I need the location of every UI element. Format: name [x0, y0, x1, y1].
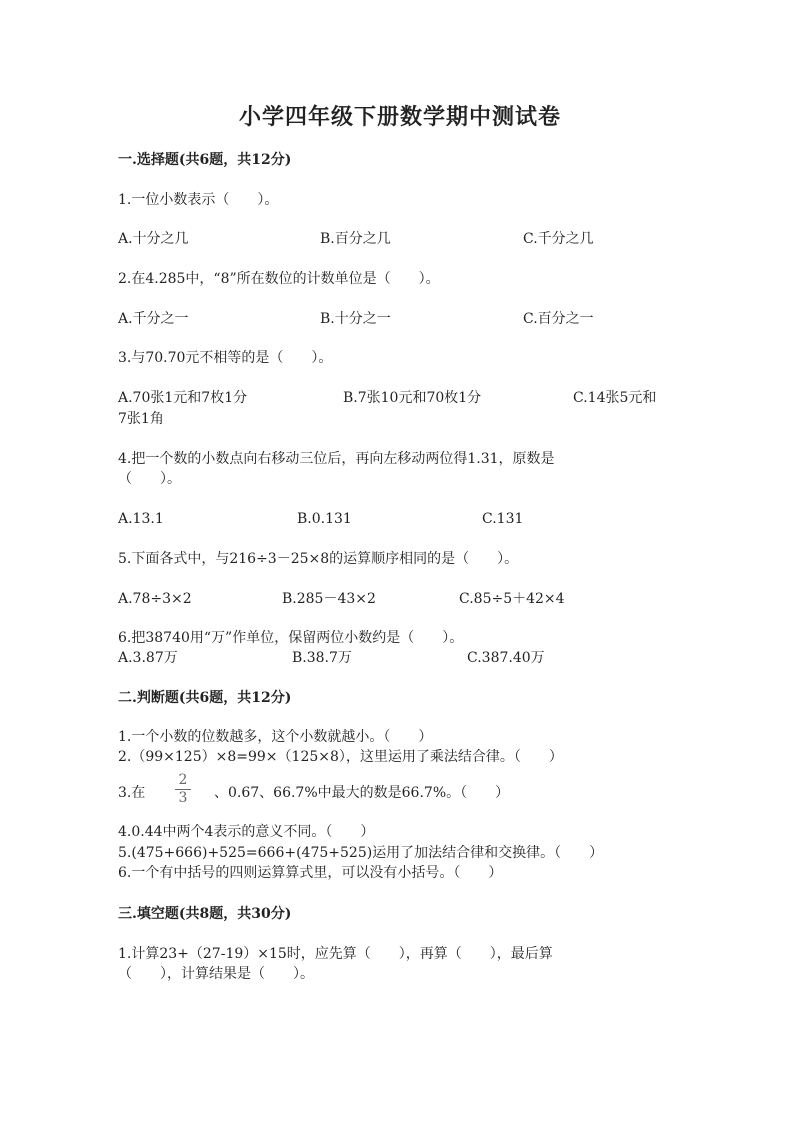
- option-c: C.百分之一: [523, 311, 594, 327]
- question-text: 1.一位小数表示（ ）。: [118, 192, 279, 208]
- option-a: A.78÷3×2: [118, 591, 192, 607]
- judgment-item-prefix: 3.在: [118, 785, 146, 801]
- fraction-numerator: 2: [178, 772, 188, 788]
- page-title: 小学四年级下册数学期中测试卷: [238, 104, 561, 130]
- option-b: B.百分之几: [320, 231, 391, 247]
- option-c: C.131: [482, 511, 524, 527]
- option-a: A.千分之一: [118, 311, 189, 327]
- option-a: A.13.1: [118, 511, 164, 527]
- option-b: B.十分之一: [320, 311, 391, 327]
- option-a: A.3.87万: [118, 650, 178, 666]
- question-text: 2.在4.285中，“8”所在数位的计数单位是（ ）。: [118, 271, 440, 287]
- judgment-item: 6.一个有中括号的四则运算算式里，可以没有小括号。（ ）: [118, 865, 503, 881]
- judgment-item: 1.一个小数的位数越多，这个小数就越小。（ ）: [118, 729, 433, 745]
- option-c-continued: 7张1角: [118, 411, 164, 427]
- fraction: [175, 773, 191, 806]
- option-b: B.7张10元和70枚1分: [343, 390, 482, 406]
- option-c: C.387.40万: [467, 650, 545, 666]
- fraction-denominator: 3: [178, 790, 188, 806]
- option-a: A.70张1元和7枚1分: [118, 390, 248, 406]
- section-heading-choice: 一.选择题(共6题，共12分): [118, 152, 292, 168]
- judgment-item: 2.（99×125）×8=99×（125×8），这里运用了乘法结合律。（ ）: [118, 749, 563, 765]
- option-c: C.14张5元和: [573, 390, 657, 406]
- section-heading-judgment: 二.判断题(共6题，共12分): [118, 690, 292, 706]
- option-a: A.十分之几: [118, 231, 189, 247]
- judgment-item: 5.(475+666)+525=666+(475+525)运用了加法结合律和交换律。（ ）: [118, 845, 604, 861]
- question-text-continued: （ ）。: [118, 471, 181, 487]
- fill-item: 1.计算23+（27-19）×15时，应先算（ ），再算（ ），最后算: [118, 946, 553, 962]
- option-b: B.285－43×2: [282, 591, 376, 607]
- option-c: C.85÷5＋42×4: [459, 591, 565, 607]
- judgment-item-suffix: 、0.67、66.7%中最大的数是66.7%。（ ）: [214, 785, 510, 801]
- question-text: 6.把38740用“万”作单位，保留两位小数约是（ ）。: [118, 630, 464, 646]
- section-heading-fill: 三.填空题(共8题，共30分): [118, 906, 292, 922]
- question-text: 5.下面各式中，与216÷3－25×8的运算顺序相同的是（ ）。: [118, 551, 519, 567]
- option-b: B.0.131: [297, 511, 352, 527]
- question-text: 4.把一个数的小数点向右移动三位后，再向左移动两位得1.31，原数是: [118, 451, 555, 467]
- option-b: B.38.7万: [292, 650, 352, 666]
- judgment-item: 4.0.44中两个4表示的意义不同。（ ）: [118, 824, 375, 840]
- fill-item-continued: （ ），计算结果是（ ）。: [118, 966, 314, 982]
- option-c: C.千分之几: [523, 231, 594, 247]
- question-text: 3.与70.70元不相等的是（ ）。: [118, 350, 333, 366]
